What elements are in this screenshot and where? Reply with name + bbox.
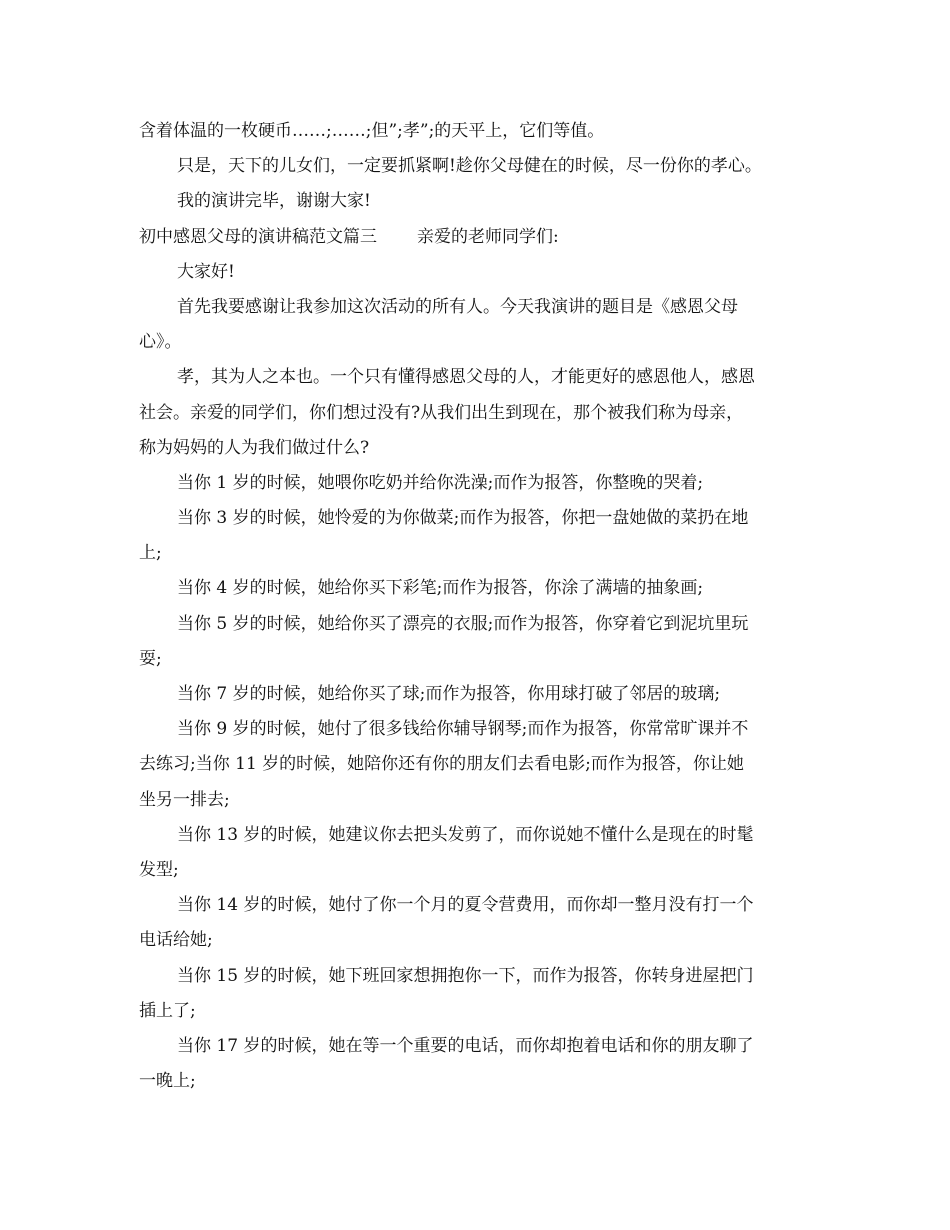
paragraph-line: 当你 14 岁的时候，她付了你一个月的夏令营费用，而你却一整月没有打一个 [177,895,754,916]
paragraph-line: 社会。亲爱的同学们，你们想过没有?从我们出生到现在，那个被我们称为母亲， [139,402,744,423]
paragraph-line: 电话给她; [139,930,213,951]
paragraph-line: 当你 17 岁的时候，她在等一个重要的电话，而你却抱着电话和你的朋友聊了 [177,1035,754,1056]
paragraph-line: 一晚上; [139,1071,196,1092]
paragraph-line: 当你 13 岁的时候，她建议你去把头发剪了，而你说她不懂什么是现在的时髦 [177,824,754,845]
paragraph-line: 称为妈妈的人为我们做过什么? [139,437,370,458]
paragraph-line: 坐另一排去; [139,789,230,810]
paragraph-line: 发型; [139,859,179,880]
paragraph-line: 当你 5 岁的时候，她给你买了漂亮的衣服;而作为报答，你穿着它到泥坑里玩 [177,613,749,634]
paragraph-line: 心》。 [139,332,182,353]
paragraph-line: 当你 9 岁的时候，她付了很多钱给你辅导钢琴;而作为报答，你常常旷课并不 [177,719,749,740]
paragraph-line: 含着体温的一枚硬币……;……;但”;孝”;的天平上，它们等值。 [139,121,605,141]
paragraph-line: 当你 7 岁的时候，她给你买了球;而作为报答，你用球打破了邻居的玻璃; [177,684,721,704]
paragraph-line: 上; [139,543,162,564]
paragraph-line: 当你 4 岁的时候，她给你买下彩笔;而作为报答，你涂了满墙的抽象画; [177,578,704,599]
paragraph-line: 大家好! [177,261,235,282]
paragraph-line: 当你 1 岁的时候，她喂你吃奶并给你洗澡;而作为报答，你整晚的哭着; [177,472,704,493]
paragraph-line: 当你 15 岁的时候，她下班回家想拥抱你一下，而作为报答，你转身进屋把门 [177,965,754,986]
paragraph-line: 去练习;当你 11 岁的时候，她陪你还有你的朋友们去看电影;而作为报答，你让她 [139,754,744,775]
paragraph-line: 插上了; [139,1000,196,1021]
document-body [139,114,811,1099]
paragraph-line: 我的演讲完毕，谢谢大家! [177,191,371,212]
paragraph-line: 孝，其为人之本也。一个只有懂得感恩父母的人，才能更好的感恩他人，感恩 [177,367,755,388]
section-salutation: 亲爱的老师同学们: [417,226,559,247]
paragraph-line: 耍; [139,648,162,669]
section-heading [139,220,811,255]
paragraph-line: 首先我要感谢让我参加这次活动的所有人。今天我演讲的题目是《感恩父母 [177,296,738,317]
paragraph-line: 只是，天下的儿女们，一定要抓紧啊!趁你父母健在的时候，尽一份你的孝心。 [177,156,762,177]
section-title: 初中感恩父母的演讲稿范文篇三 [139,226,377,247]
paragraph-line: 当你 3 岁的时候，她怜爱的为你做菜;而作为报答，你把一盘她做的菜扔在地 [177,508,749,529]
